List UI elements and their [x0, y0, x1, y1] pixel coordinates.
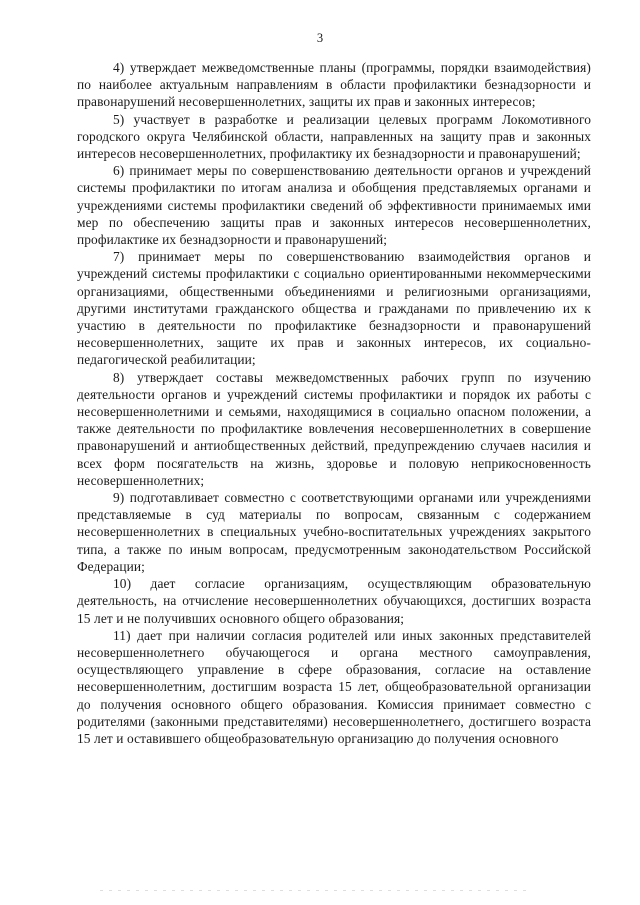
paragraph-item-9: 9) подготавливает совместно с соответствующими органами или учреждениями представляемые в суд материалы по вопросам, связанным с содержанием несовершеннолетних в специальных учебно-воспитательных учреждениях закрытого типа, а также по иным вопросам, предусмотренным законодательством Российской Федерации;	[77, 490, 591, 574]
paragraph-item-10: 10) дает согласие организациям, осуществляющим образовательную деятельность, на отчисление несовершеннолетних обучающихся, достигших возраста 15 лет и не получивших основного общего образования;	[77, 576, 591, 626]
paragraph-item-7: 7) принимает меры по совершенствованию взаимодействия органов и учреждений системы профилактики с социально ориентированными некоммерческими организациями, общественными объединениями и религиозными организациями, другими институтами гражданского общества и гражданами по привлечению их к участию в деятельности по профилактике безнадзорности и правонарушений несовершеннолетних, защите их прав и законных интересов, их социально-педагогической реабилитации;	[77, 249, 591, 368]
paragraph-item-8: 8) утверждает составы межведомственных рабочих групп по изучению деятельности органов и учреждений системы профилактики и порядок их работы с несовершеннолетними и семьями, находящимися в социально опасном положении, а также деятельности по профилактике вовлечения несовершеннолетних в совершение правонарушений и антиобщественных действий, предупреждению случаев насилия и всех форм посягательств на жизнь, здоровье и половую неприкосновенность несовершеннолетних;	[77, 369, 591, 488]
paragraph-item-4: 4) утверждает межведомственные планы (программы, порядки взаимодействия) по наиболее актуальным направлениям в области профилактики безнадзорности и правонарушений несовершеннолетних, защиты их прав и законных интересов;	[77, 60, 591, 110]
scan-artifact-line	[100, 890, 530, 891]
paragraph-item-11: 11) дает при наличии согласия родителей или иных законных представителей несовершеннолетнего обучающегося и органа местного самоуправления, осуществляющего управление в сфере образования, согласие на оставление несовершеннолетним, достигшим возраста 15 лет, общеобразовательной организации до получения основного общего образования. Комиссия принимает совместно с родителями (законными представителями) несовершеннолетнего, достигшего возраста 15 лет и оставившего общеобразовательную организацию до получения основного	[77, 627, 591, 746]
page-number: 3	[316, 31, 324, 45]
paragraph-item-5: 5) участвует в разработке и реализации целевых программ Локомотивного городского округа Челябинской области, направленных на защиту прав и законных интересов несовершеннолетних, профилактику их безнадзорности и правонарушений;	[77, 111, 591, 162]
document-body	[77, 59, 591, 747]
paragraph-item-6: 6) принимает меры по совершенствованию деятельности органов и учреждений системы профилактики по итогам анализа и обобщения представляемых органами и учреждениями системы профилактики сведений об эффективности принимаемых ими мер по обеспечению защиты прав и законных интересов несовершеннолетних, профилактике их безнадзорности и правонарушений;	[77, 163, 591, 248]
